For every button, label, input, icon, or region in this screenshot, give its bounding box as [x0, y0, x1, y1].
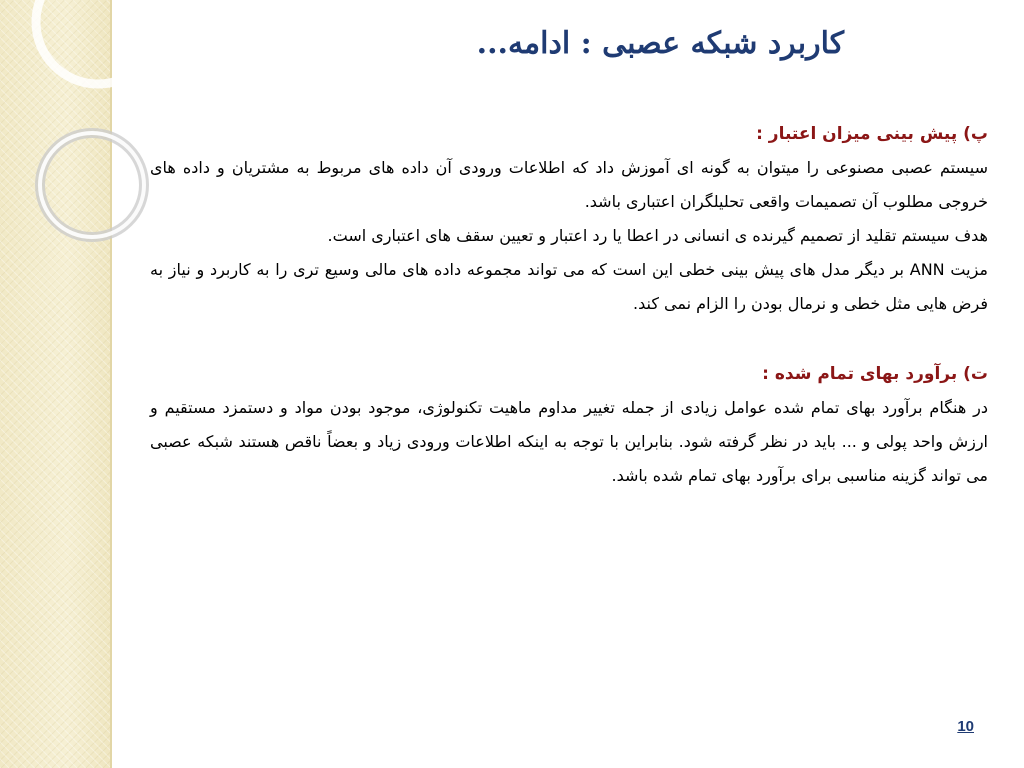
paragraph: سیستم عصبی مصنوعی را میتوان به گونه ای آموزش داد که اطلاعات ورودی آن داده های مربوط به مشتریان و داده های خروجی مطلوب آن تصمیمات واقعی تحلیلگران اعتباری باشد. [150, 158, 988, 211]
paragraph: در هنگام برآورد بهای تمام شده عوامل زیادی از جمله تغییر مداوم ماهیت تکنولوژی، موجود بودن مواد و دستمزد مستقیم و ارزش واحد پولی و ... باید در نظر گرفته شود. بنابراین با توجه به اینکه اطلاعات ورودی زیاد و بعضاً ناقص هستند شبکه عصبی می تواند گزینه مناسبی برای برآورد بهای تمام شده باشد. [150, 398, 988, 485]
section-heading: ت) برآورد بهای تمام شده : [762, 364, 988, 384]
paragraph: مزیت ANN بر دیگر مدل های پیش بینی خطی این است که می تواند مجموعه داده های مالی وسیع تری را به کاربرد و نیاز به فرض هایی مثل خطی و نرمال بودن را الزام نمی کند. [150, 260, 988, 313]
decorative-side-strip [0, 0, 112, 768]
section-credit-prediction [150, 117, 988, 321]
section-cost-estimation [150, 357, 988, 493]
paragraph: هدف سیستم تقلید از تصمیم گیرنده ی انسانی در اعطا یا رد اعتبار و تعیین سقف های اعتباری است. [327, 226, 988, 245]
page-number: 10 [957, 718, 974, 735]
slide-title: کاربرد شبکه عصبی : ادامه... [476, 26, 844, 61]
section-heading: پ) پیش بینی میزان اعتبار : [756, 124, 988, 144]
